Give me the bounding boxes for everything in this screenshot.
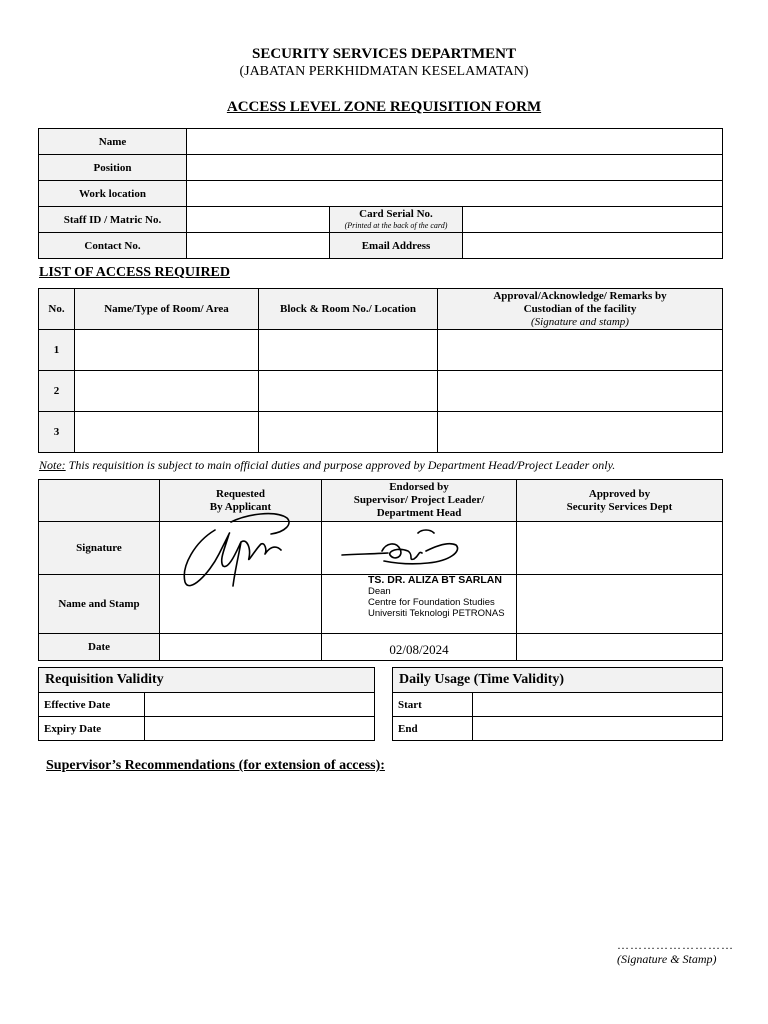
access-list-title: LIST OF ACCESS REQUIRED bbox=[39, 265, 231, 280]
recommendations-title: Supervisor’s Recommendations (for extension of access): bbox=[46, 758, 385, 773]
col-endorsed-line2: Supervisor/ Project Leader/ bbox=[353, 494, 485, 506]
note-text: This requisition is subject to main official duties and purpose approved by Department Head/Project Leader only. bbox=[65, 458, 616, 472]
table-row bbox=[39, 371, 723, 412]
date-row-label: Date bbox=[39, 634, 160, 661]
card-serial-note: (Printed at the back of the card) bbox=[344, 220, 448, 230]
recommendations-field[interactable] bbox=[46, 780, 722, 930]
approval-field[interactable] bbox=[438, 412, 723, 453]
start-field[interactable] bbox=[473, 693, 723, 717]
endorser-title: Dean bbox=[368, 586, 391, 597]
name-field[interactable] bbox=[187, 129, 723, 155]
card-serial-field[interactable] bbox=[463, 207, 723, 233]
room-field[interactable] bbox=[75, 371, 259, 412]
end-field[interactable] bbox=[473, 717, 723, 741]
col-block-header: Block & Room No./ Location bbox=[259, 289, 438, 330]
card-serial-label bbox=[330, 207, 463, 233]
staff-id-label: Staff ID / Matric No. bbox=[39, 207, 187, 233]
col-approval-line2: Custodian of the facility bbox=[523, 302, 637, 315]
col-approved-line2: Security Services Dept bbox=[566, 500, 673, 513]
staff-id-field[interactable] bbox=[187, 207, 330, 233]
note-prefix: Note: bbox=[39, 458, 66, 472]
table-row bbox=[39, 330, 723, 371]
daily-usage-title: Daily Usage (Time Validity) bbox=[393, 668, 723, 693]
approval-field[interactable] bbox=[438, 371, 723, 412]
endorser-stamp bbox=[368, 575, 516, 619]
endorser-stamp-cell[interactable] bbox=[322, 575, 517, 634]
row-number: 1 bbox=[39, 330, 75, 371]
block-field[interactable] bbox=[259, 412, 438, 453]
block-field[interactable] bbox=[259, 371, 438, 412]
col-approval-header bbox=[438, 289, 723, 330]
work-location-label: Work location bbox=[39, 181, 187, 207]
effective-date-label: Effective Date bbox=[39, 693, 145, 717]
col-approved-line1: Approved by bbox=[588, 487, 651, 500]
col-requested-line1: Requested bbox=[216, 487, 265, 500]
endorser-date-cell[interactable] bbox=[322, 634, 517, 661]
endorser-org: Universiti Teknologi PETRONAS bbox=[368, 608, 505, 619]
email-label: Email Address bbox=[330, 233, 463, 259]
security-date-cell[interactable] bbox=[517, 634, 723, 661]
applicant-date-cell[interactable] bbox=[160, 634, 322, 661]
contact-field[interactable] bbox=[187, 233, 330, 259]
signature-dots: ……………………… bbox=[617, 938, 734, 952]
row-number: 2 bbox=[39, 371, 75, 412]
start-label: Start bbox=[393, 693, 473, 717]
requisition-validity-title: Requisition Validity bbox=[39, 668, 375, 693]
col-endorsed-line3: Department Head bbox=[376, 507, 462, 519]
row-number: 3 bbox=[39, 412, 75, 453]
note bbox=[39, 458, 739, 473]
signature-row-label: Signature bbox=[39, 522, 160, 575]
contact-label: Contact No. bbox=[39, 233, 187, 259]
col-endorsed-header bbox=[322, 480, 517, 522]
col-endorsed-line1: Endorsed by bbox=[389, 481, 449, 493]
expiry-date-field[interactable] bbox=[145, 717, 375, 741]
col-no-header: No. bbox=[39, 289, 75, 330]
col-approval-line1: Approval/Acknowledge/ Remarks by bbox=[493, 289, 667, 302]
block-field[interactable] bbox=[259, 330, 438, 371]
col-room-header: Name/Type of Room/ Area bbox=[75, 289, 259, 330]
room-field[interactable] bbox=[75, 330, 259, 371]
endorser-unit: Centre for Foundation Studies bbox=[368, 597, 495, 608]
email-field[interactable] bbox=[463, 233, 723, 259]
expiry-date-label: Expiry Date bbox=[39, 717, 145, 741]
department-malay-title: (JABATAN PERKHIDMATAN KESELAMATAN) bbox=[239, 64, 529, 79]
name-stamp-row-label: Name and Stamp bbox=[39, 575, 160, 634]
col-approved-header bbox=[517, 480, 723, 522]
department-title: SECURITY SERVICES DEPARTMENT bbox=[252, 46, 516, 62]
form-title: ACCESS LEVEL ZONE REQUISITION FORM bbox=[226, 99, 542, 115]
applicant-table bbox=[38, 128, 723, 259]
position-label: Position bbox=[39, 155, 187, 181]
security-stamp-cell[interactable] bbox=[517, 575, 723, 634]
security-signature-cell[interactable] bbox=[517, 522, 723, 575]
daily-usage-table bbox=[392, 667, 723, 741]
endorser-date: 02/08/2024 bbox=[389, 642, 449, 657]
effective-date-field[interactable] bbox=[145, 693, 375, 717]
signature-stamp-caption: (Signature & Stamp) bbox=[617, 952, 717, 966]
access-table bbox=[38, 288, 723, 453]
endorser-name: TS. DR. ALIZA BT SARLAN bbox=[368, 574, 502, 586]
position-field[interactable] bbox=[187, 155, 723, 181]
work-location-field[interactable] bbox=[187, 181, 723, 207]
col-requested-line2: By Applicant bbox=[209, 500, 272, 513]
room-field[interactable] bbox=[75, 412, 259, 453]
requisition-validity-table bbox=[38, 667, 375, 741]
col-approval-line3: (Signature and stamp) bbox=[531, 315, 629, 328]
approval-corner bbox=[39, 480, 160, 522]
name-label: Name bbox=[39, 129, 187, 155]
endorser-signature-drawing bbox=[338, 525, 468, 571]
card-serial-label-text: Card Serial No. bbox=[359, 207, 433, 220]
applicant-signature-drawing bbox=[175, 508, 300, 593]
approval-field[interactable] bbox=[438, 330, 723, 371]
table-row bbox=[39, 412, 723, 453]
end-label: End bbox=[393, 717, 473, 741]
